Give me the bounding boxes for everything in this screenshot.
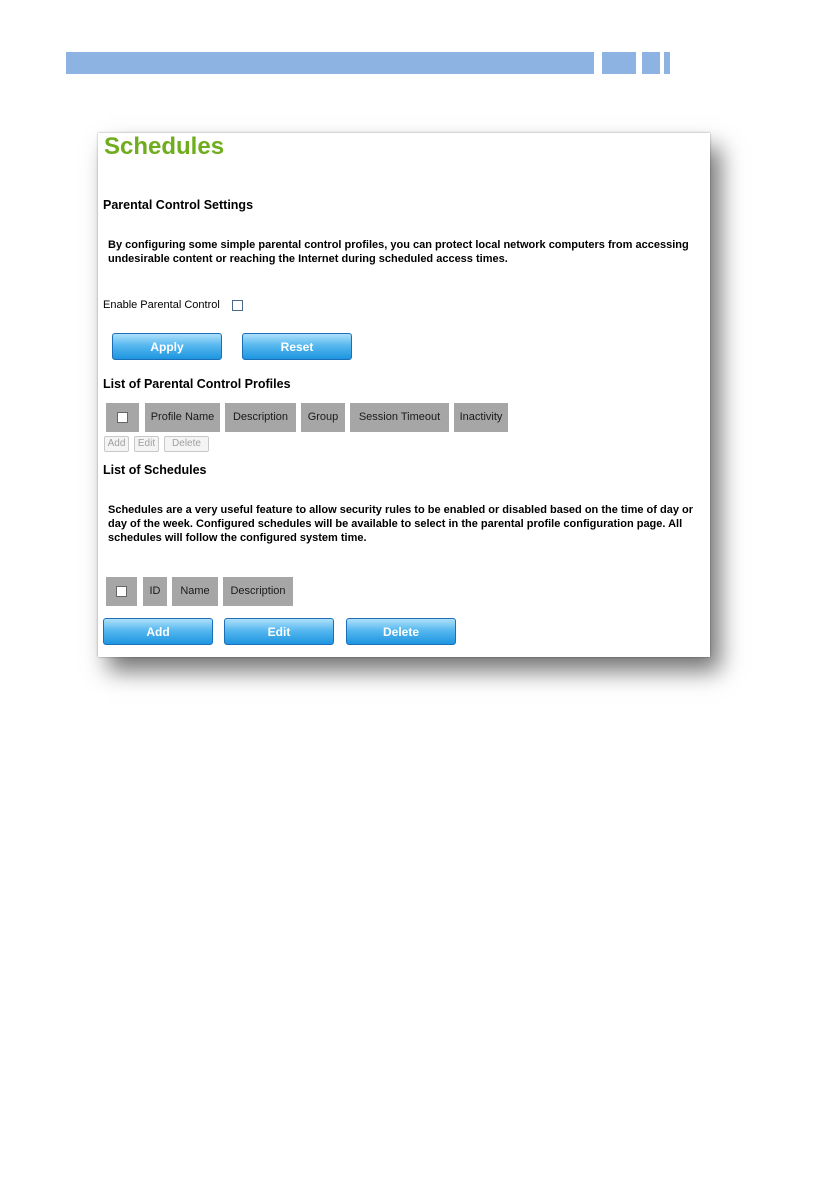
profiles-column-session-timeout[interactable]: Session Timeout	[350, 403, 449, 432]
page-title: Schedules	[104, 133, 225, 160]
select-all-checkbox[interactable]	[116, 586, 127, 597]
profiles-column-group[interactable]: Group	[301, 403, 345, 432]
schedules-edit-button[interactable]: Edit	[224, 618, 334, 645]
profiles-delete-button[interactable]: Delete	[164, 436, 209, 452]
profiles-column-profile-name[interactable]: Profile Name	[145, 403, 220, 432]
parental-description: By configuring some simple parental control profiles, you can protect local network computers from accessing undesirable content or reaching the Internet during scheduled access times.	[108, 239, 689, 265]
parental-settings-heading: Parental Control Settings	[103, 198, 254, 212]
schedules-description: Schedules are a very useful feature to allow security rules to be enabled or disabled based on the time of day or day of the week. Configured schedules will be available to select in the parental profile configuration page. All schedules will follow the configured system time.	[108, 504, 694, 544]
select-all-checkbox[interactable]	[117, 412, 128, 423]
schedules-list-heading: List of Schedules	[103, 463, 207, 477]
schedules-select-all-header[interactable]	[106, 577, 137, 606]
profiles-add-button[interactable]: Add	[104, 436, 129, 452]
header-decoration-block	[602, 52, 636, 74]
enable-parental-control-checkbox[interactable]	[232, 300, 243, 311]
profiles-column-inactivity[interactable]: Inactivity	[454, 403, 508, 432]
header-decoration-block	[642, 52, 660, 74]
header-decoration-bar	[66, 52, 594, 74]
profiles-column-description[interactable]: Description	[225, 403, 296, 432]
header-decoration-block	[664, 52, 670, 74]
profiles-list-heading: List of Parental Control Profiles	[103, 377, 291, 391]
apply-button[interactable]: Apply	[112, 333, 222, 360]
schedules-column-id[interactable]: ID	[143, 577, 167, 606]
profiles-edit-button[interactable]: Edit	[134, 436, 159, 452]
schedules-add-button[interactable]: Add	[103, 618, 213, 645]
schedules-column-name[interactable]: Name	[172, 577, 218, 606]
schedules-column-description[interactable]: Description	[223, 577, 293, 606]
schedules-delete-button[interactable]: Delete	[346, 618, 456, 645]
enable-parental-control-label: Enable Parental Control	[103, 299, 220, 311]
profiles-select-all-header[interactable]	[106, 403, 139, 432]
reset-button[interactable]: Reset	[242, 333, 352, 360]
schedules-panel	[98, 133, 710, 657]
